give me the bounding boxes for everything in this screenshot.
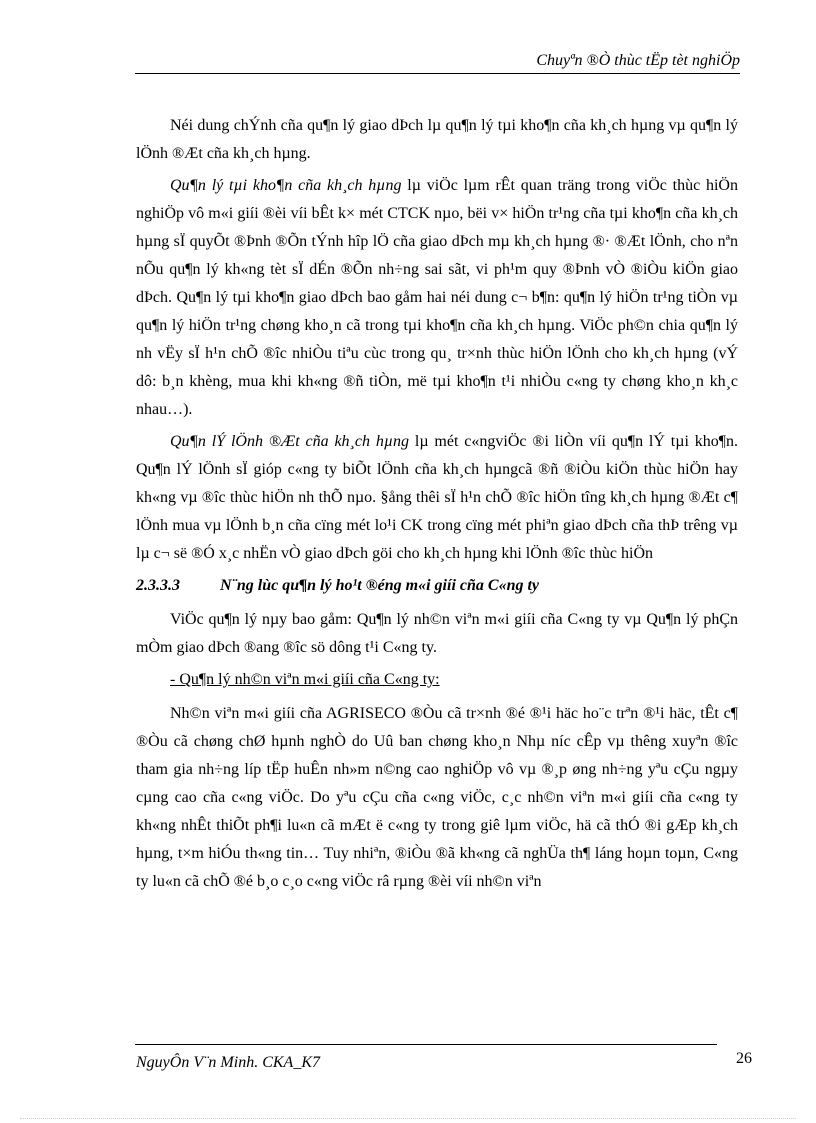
paragraph-lead-term: Qu¶n lÝ lÖnh ®Æt cña kh¸ch hµng: [170, 433, 410, 450]
paragraph-lead-term: Qu¶n lý tµi kho¶n cña kh¸ch hµng: [170, 177, 402, 194]
header-rule: [135, 73, 740, 74]
sub-heading: - Qu¶n lý nh©n viªn m«i giíi cña C«ng ty:: [170, 671, 440, 688]
paragraph-order-management: [136, 428, 738, 568]
page-body: [136, 112, 738, 900]
running-header: Chuyªn ®Ò thùc tËp tèt nghiÖp: [536, 52, 740, 69]
section-heading: [136, 572, 738, 600]
footer-author: NguyÔn V¨n Minh. CKA_K7: [136, 1054, 320, 1071]
section-title: N¨ng lùc qu¶n lý ho¹t ®éng m«i giíi cña C«ng ty: [220, 577, 540, 594]
footer-rule: [135, 1044, 717, 1045]
paragraph-staff: Nh©n viªn m«i giíi cña AGRISECO ®Òu cã tr×nh ®é ®¹i häc ho¨c trªn ®¹i häc, tÊt c¶ ®Òu cã chøng chØ hµnh nghÒ do Uû ban chøng kho¸n Nhµ níc cÊp vµ thêng xuyªn ®îc tham gia nh÷ng líp tËp huÊn nh»m n©ng cao nghiÖp vô vµ ®¸p øng nh÷ng yªu cÇu ngµy cµng cao cña c«ng viÖc. Do yªu cÇu cña c«ng viÖc, c¸c nh©n viªn m«i giíi cña c«ng ty kh«ng nhÊt thiÕt ph¶i lu«n cã mÆt ë c«ng ty trong giê lµm viÖc, hä cã thÓ ®i gÆp kh¸ch hµng, t×m hiÓu th«ng tin… Tuy nhiªn, ®iÒu ®ã kh«ng cã nghÜa th¶ láng hoµn toµn, C«ng ty lu«n cã chÕ ®é b¸o c¸o c«ng viÖc râ rµng ®èi víi nh©n viªn: [136, 705, 738, 890]
paragraph-account-management: [136, 172, 738, 424]
page-edge-dots: [20, 1118, 796, 1119]
paragraph-intro: Néi dung chÝnh cña qu¶n lý giao dÞch lµ qu¶n lý tµi kho¶n cña kh¸ch hµng vµ qu¶n lý lÖnh ®Æt cña kh¸ch hµng.: [136, 117, 738, 162]
paragraph-scope: ViÖc qu¶n lý nµy bao gåm: Qu¶n lý nh©n viªn m«i giíi cña C«ng ty vµ Qu¶n lý phÇn mÒm giao dÞch ®ang ®îc sö dông t¹i C«ng ty.: [136, 611, 738, 656]
section-number: 2.3.3.3: [136, 577, 180, 594]
paragraph-text: lµ viÖc lµm rÊt quan träng trong viÖc thùc hiÖn nghiÖp vô m«i giíi ®èi víi bÊt k× mét CTCK nµo, bëi v× hiÖn tr¹ng cña tµi kho¶n cña kh¸ch hµng sÏ quyÕt ®Þnh ®Õn tÝnh hîp lÖ cña giao dÞch mµ kh¸ch hµng ®· ®Æt lÖnh, cho nªn nÕu qu¶n lý kh«ng tèt sÏ dÉn ®Õn nh÷ng sai sãt, vi ph¹m quy ®Þnh vÒ ®iÒu kiÖn giao dÞch. Qu¶n lý tµi kho¶n giao dÞch bao gåm hai néi dung c¬ b¶n: qu¶n lý hiÖn tr¹ng tiÒn vµ qu¶n lý hiÖn tr¹ng chøng kho¸n cã trong tµi kho¶n cña kh¸ch hµng. ViÖc ph©n chia qu¶n lý nh vËy sÏ h¹n chÕ ®îc nhiÒu tiªu cùc trong qu¸ tr×nh thùc hiÖn lÖnh cho kh¸ch hµng (vÝ dô: b¸n khèng, mua khi kh«ng ®ñ tiÒn, më tµi kho¶n t¹i nhiÒu c«ng ty chøng kho¸n kh¸c nhau…).: [136, 177, 738, 418]
page-number: 26: [736, 1050, 752, 1067]
paragraph-text: lµ mét c«ngviÖc ®i liÒn víi qu¶n lÝ tµi kho¶n. Qu¶n lÝ lÖnh sÏ gióp c«ng ty biÕt lÖnh cña kh¸ch hµngcã ®ñ ®iÒu kiÖn thùc hiÖn hay kh«ng vµ ®îc thùc hiÖn nh thÕ nµo. §ång thêi sÏ h¹n chÕ ®îc hiÖn tîng kh¸ch hµng ®Æt c¶ lÖnh mua vµ lÖnh b¸n cña cïng mét lo¹i CK trong cïng mét phiªn giao dÞch cña thÞ trêng vµ lµ c¬ së ®Ó x¸c nhËn vÒ giao dÞch göi cho kh¸ch hµng khi lÖnh ®îc thùc hiÖn: [136, 433, 738, 562]
